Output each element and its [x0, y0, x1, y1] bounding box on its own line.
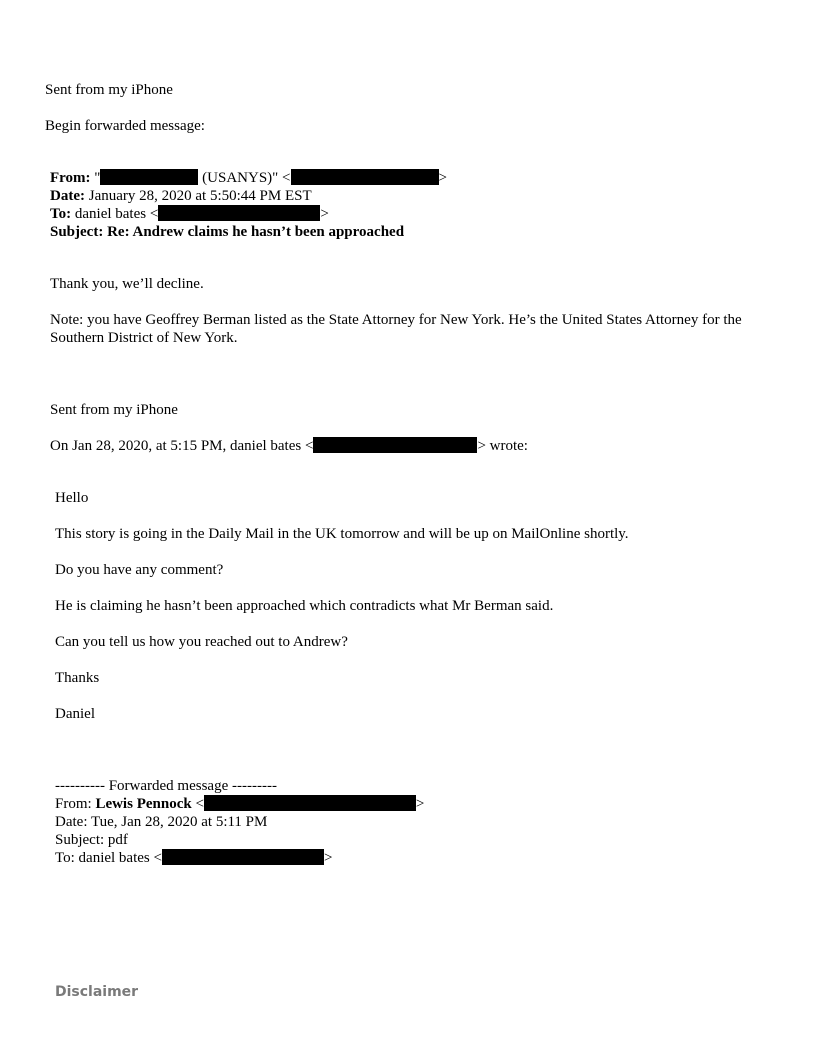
header-from-label: From: [50, 170, 91, 186]
original-hello: Hello [55, 490, 89, 506]
header-date-value: January 28, 2020 at 5:50:44 PM EST [84, 188, 312, 204]
header-date-line [50, 187, 312, 205]
redacted-recipient-email [158, 205, 320, 221]
redacted-sender-name [100, 169, 198, 185]
header-to-label: To: [50, 206, 72, 222]
header-date-label: Date: [50, 188, 85, 204]
forwarded-to-line [55, 849, 332, 867]
header-to-line [50, 205, 329, 223]
forwarded-from-open: < [191, 796, 204, 812]
redacted-daniel-email [313, 437, 477, 453]
original-line-1: This story is going in the Daily Mail in the UK tomorrow and will be up on MailOnline shortly. [55, 526, 629, 542]
header-from-close: > [438, 170, 447, 186]
original-line-3: He is claiming he hasn’t been approached which contradicts what Mr Berman said. [55, 598, 554, 614]
forwarded-date: Date: Tue, Jan 28, 2020 at 5:11 PM [55, 814, 268, 830]
redacted-sender-email [291, 169, 439, 185]
sent-from-iphone-top: Sent from my iPhone [45, 82, 173, 98]
original-line-4: Can you tell us how you reached out to Andrew? [55, 634, 348, 650]
header-from-quote: " [94, 170, 101, 186]
sent-from-iphone-reply: Sent from my iPhone [50, 402, 178, 418]
reply-note: Note: you have Geoffrey Berman listed as the State Attorney for New York. He’s the United States Attorney for the Southern District of New York. [50, 312, 742, 346]
on-wrote-prefix: On Jan 28, 2020, at 5:15 PM, daniel bates < [50, 438, 314, 454]
disclaimer-link[interactable]: Disclaimer [55, 984, 139, 1000]
header-to-value: daniel bates < [71, 206, 159, 222]
begin-forwarded-message: Begin forwarded message: [45, 118, 205, 134]
forwarded-from-name: Lewis Pennock [95, 796, 192, 812]
header-subject-line [50, 223, 404, 241]
reply-thank-you: Thank you, we’ll decline. [50, 276, 204, 292]
original-line-2: Do you have any comment? [55, 562, 224, 578]
redacted-lewis-email [204, 795, 416, 811]
forwarded-from-line [55, 795, 424, 813]
redacted-forward-recipient-email [162, 849, 324, 865]
header-from-org: (USANYS)" < [198, 170, 291, 186]
forwarded-to-close: > [323, 850, 333, 866]
forwarded-from-close: > [415, 796, 425, 812]
on-wrote-suffix: > wrote: [477, 438, 528, 454]
forwarded-divider: ---------- Forwarded message --------- [55, 778, 277, 794]
forwarded-subject: Subject: pdf [55, 832, 128, 848]
header-subject-value: Re: Andrew claims he hasn’t been approached [103, 224, 405, 240]
original-thanks: Thanks [55, 670, 100, 686]
on-date-wrote-line [50, 437, 528, 455]
header-subject-label: Subject: [50, 224, 104, 240]
header-to-close: > [320, 206, 329, 222]
forwarded-from-label: From: [55, 796, 96, 812]
forwarded-to-prefix: To: daniel bates < [55, 850, 162, 866]
original-signature: Daniel [55, 706, 95, 722]
header-from-line [50, 169, 447, 187]
